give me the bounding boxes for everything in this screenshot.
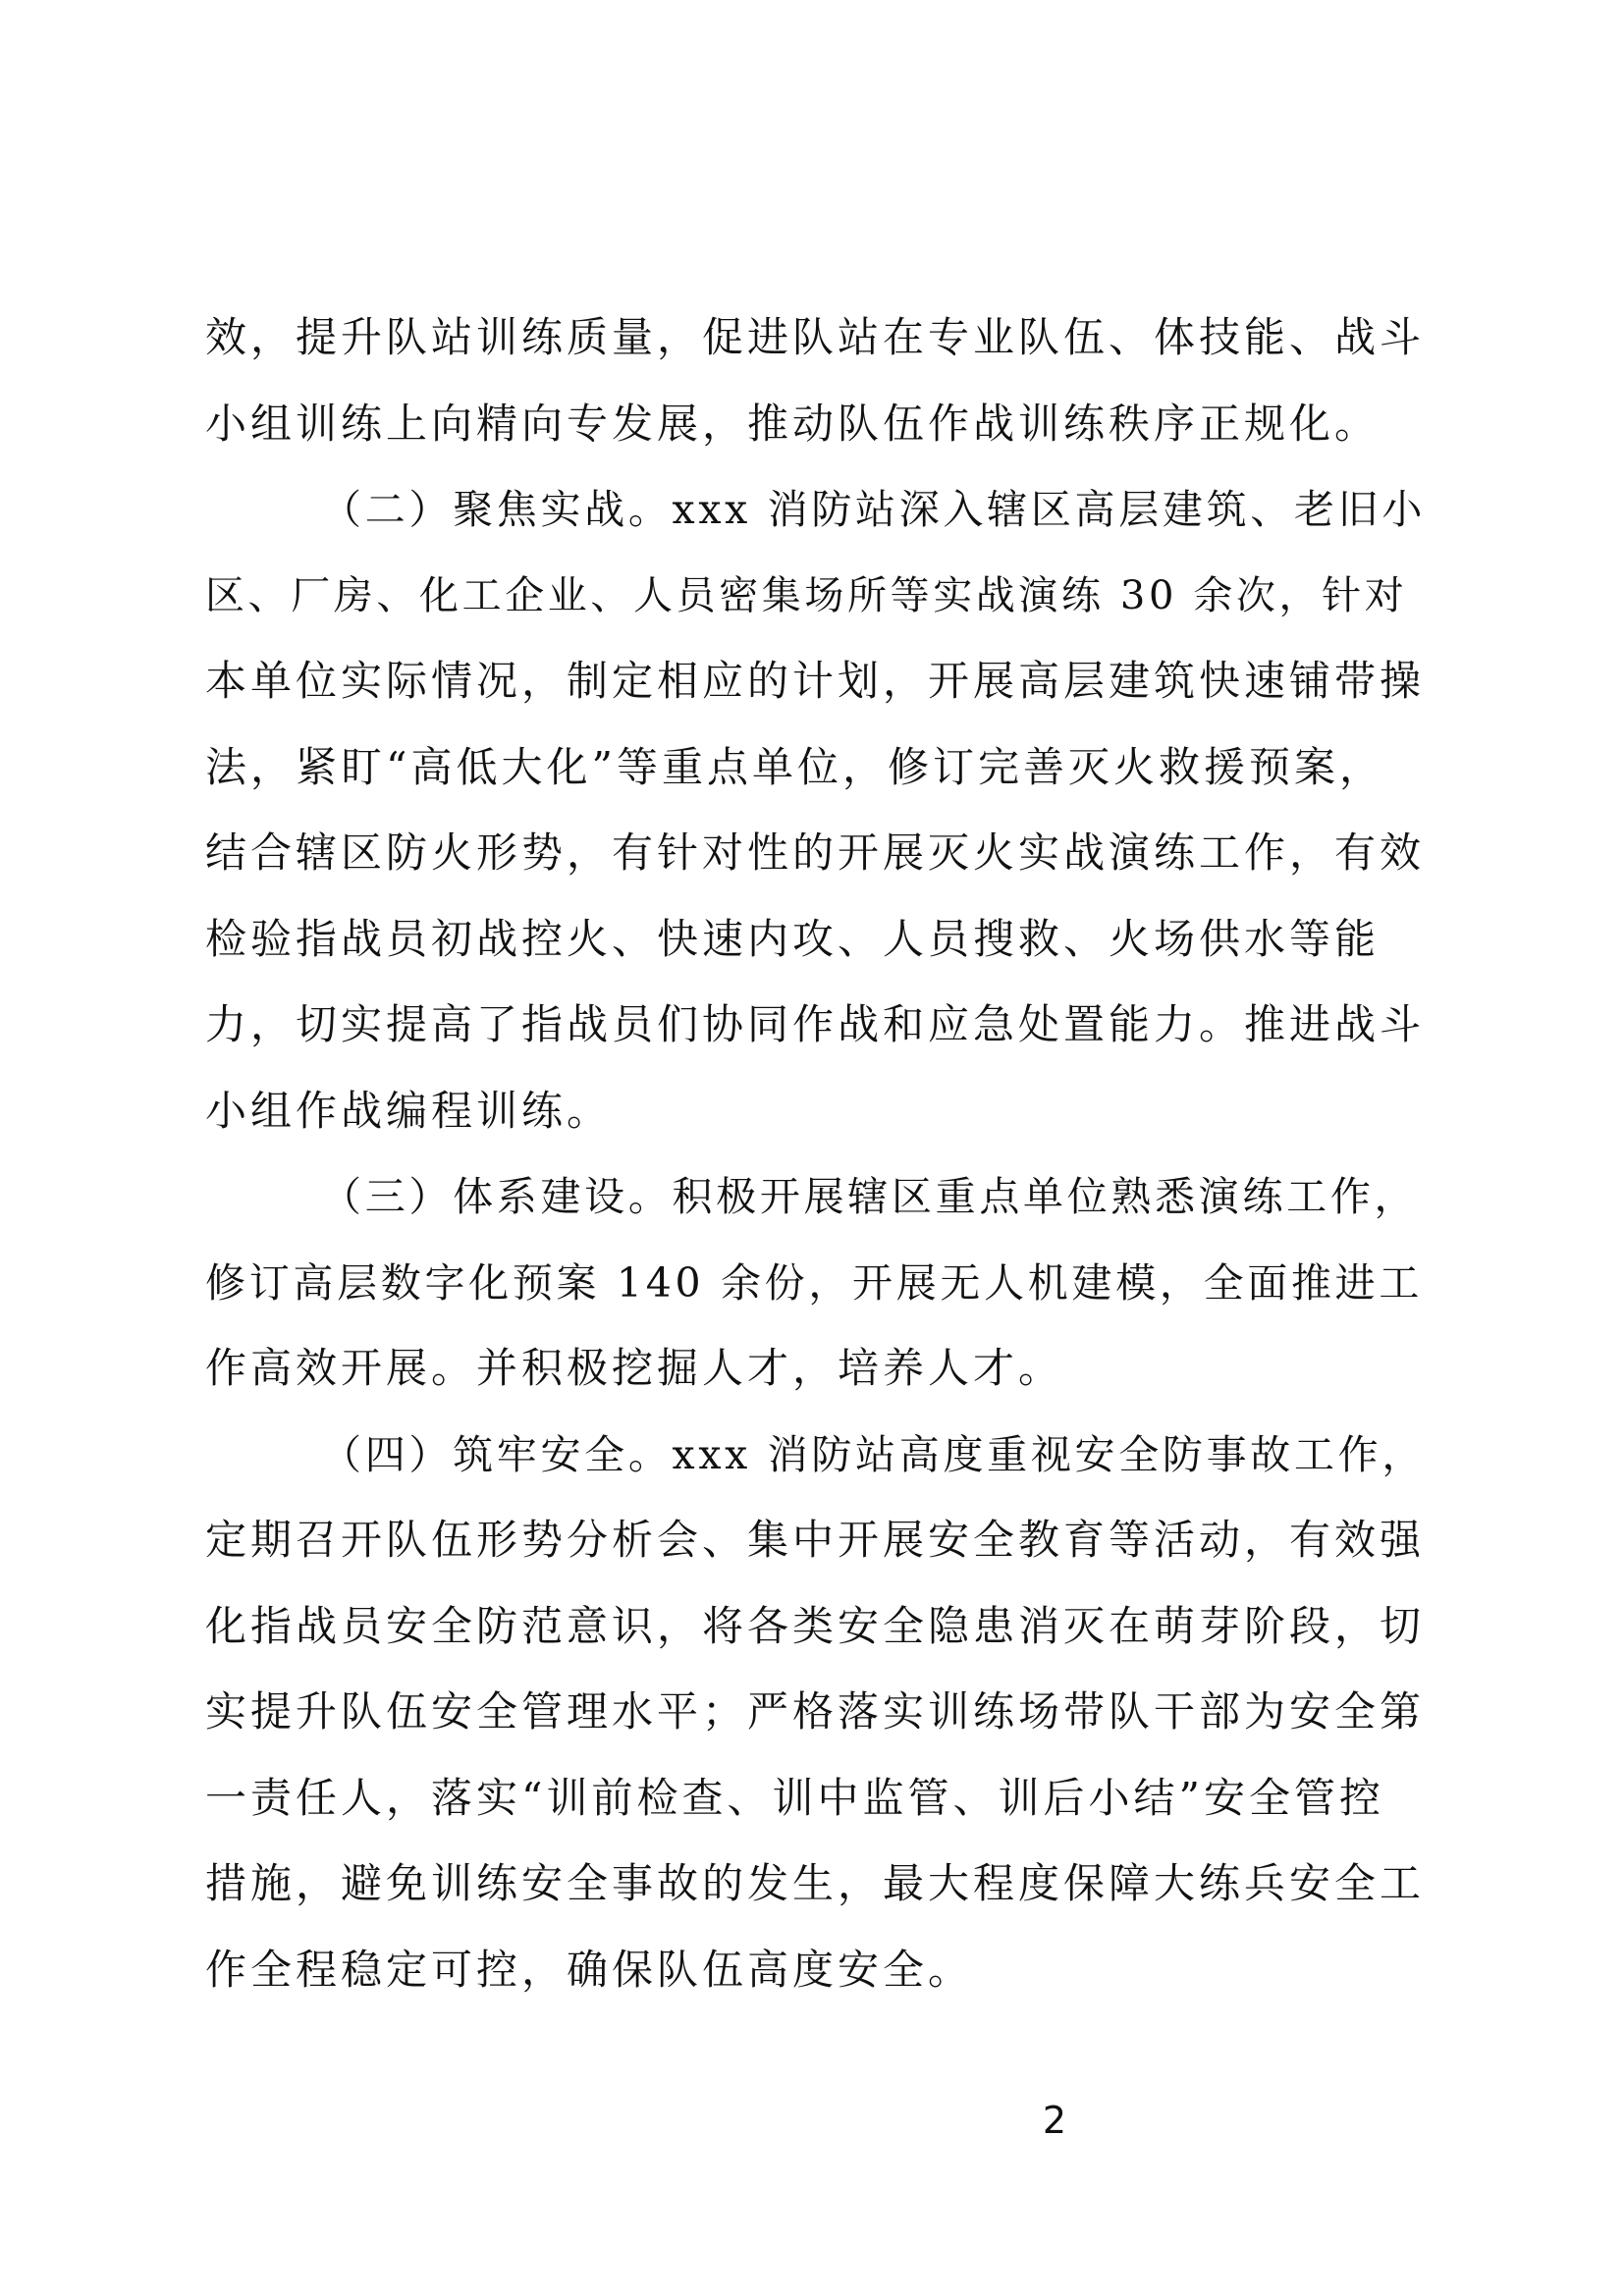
- text-line: 措施，避免训练安全事故的发生，最大程度保障大练兵安全工: [205, 1859, 1426, 1907]
- text-line: 作高效开展。并积极挖掘人才，培养人才。: [205, 1344, 1064, 1392]
- text-line: 一责任人，落实“训前检查、训中监管、训后小结”安全管控: [205, 1774, 1384, 1822]
- text-line: 修订高层数字化预案 140 余份，开展无人机建模，全面推进工: [205, 1259, 1424, 1307]
- text-line: 力，切实提高了指战员们协同作战和应急处置能力。推进战斗: [205, 1000, 1426, 1048]
- text-line: 区、厂房、化工企业、人员密集场所等实战演练 30 余次，针对: [205, 573, 1408, 618]
- text-line: 小组训练上向精向专发展，推动队伍作战训练秩序正规化。: [205, 400, 1380, 448]
- text-line: 实提升队伍安全管理水平；严格落实训练场带队干部为安全第: [205, 1687, 1426, 1735]
- page-number: 2: [1042, 2099, 1067, 2142]
- paragraph-heading-line: （二）聚焦实战。xxx 消防站深入辖区高层建筑、老旧小: [321, 486, 1427, 533]
- paragraph-heading-line: （四）筑牢安全。xxx 消防站高度重视安全防事故工作，: [321, 1431, 1427, 1478]
- text-line: 化指战员安全防范意识，将各类安全隐患消灭在萌芽阶段，切: [205, 1602, 1426, 1650]
- text-line: 结合辖区防火形势，有针对性的开展灭火实战演练工作，有效: [205, 828, 1426, 877]
- text-line: 小组作战编程训练。: [205, 1087, 613, 1135]
- text-line: 定期召开队伍形势分析会、集中开展安全教育等活动，有效强: [205, 1516, 1426, 1564]
- text-line: 本单位实际情况，制定相应的计划，开展高层建筑快速铺带操: [205, 657, 1426, 705]
- paragraph-heading-line: （三）体系建设。积极开展辖区重点单位熟悉演练工作，: [321, 1173, 1419, 1220]
- text-line: 检验指战员初战控火、快速内攻、人员搜救、火场供水等能: [205, 915, 1380, 963]
- text-line: 效，提升队站训练质量，促进队站在专业队伍、体技能、战斗: [205, 313, 1426, 361]
- text-line: 作全程稳定可控，确保队伍高度安全。: [205, 1946, 974, 1994]
- text-line: 法，紧盯“高低大化”等重点单位，修订完善灭火救援预案，: [205, 743, 1384, 791]
